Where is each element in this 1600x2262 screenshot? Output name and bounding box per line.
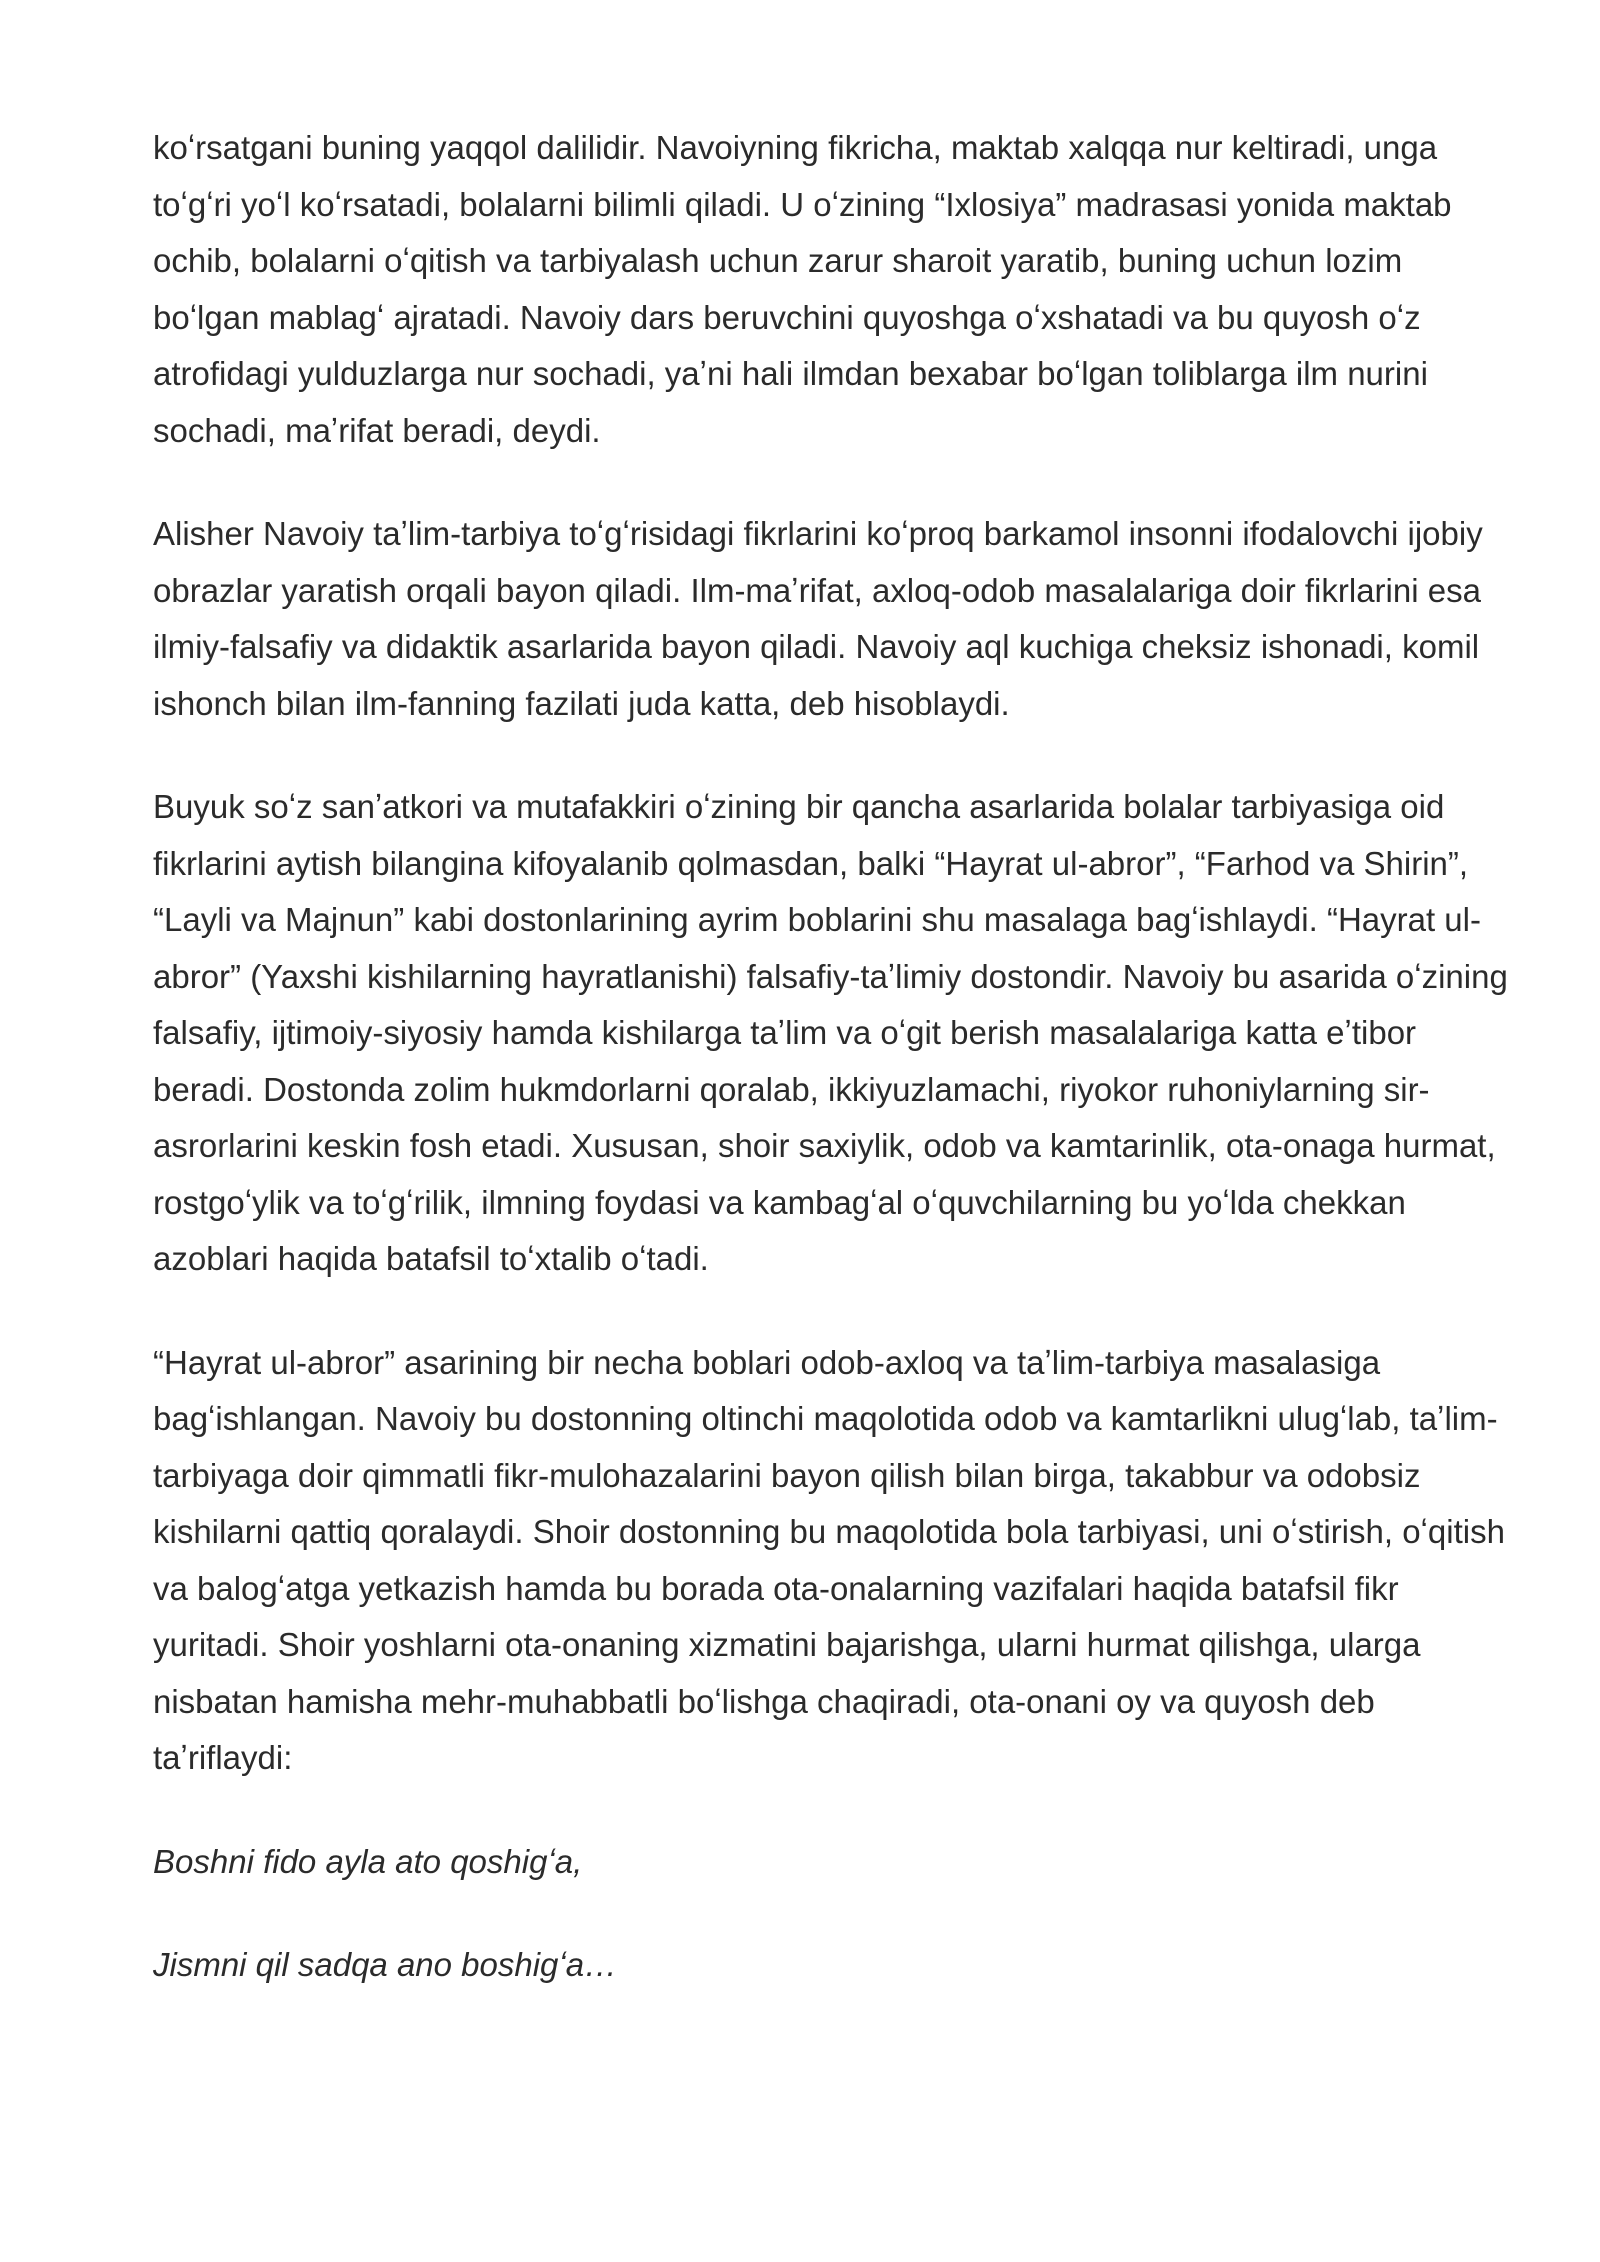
verse-line-1: Boshni fido ayla ato qoshigʻa, (153, 1842, 583, 1880)
verse-line-2: Jismni qil sadqa ano boshigʻa… (153, 1946, 618, 1983)
paragraph-2: Alisher Navoiy taʼlim-tarbiya toʻgʻrisidagi fikrlarini koʻproq barkamol insonni ifodalovchi ijobiy obrazlar yaratish orqali bayon qiladi. Ilm-maʼrifat, axloq-odob masalalariga doir fikrlarini esa ilmiy-falsafiy va didaktik asarlarida bayon qiladi. Navoiy aql kuchiga cheksiz ishonadi, komil ishonch bilan ilm-fanning fazilati juda katta, deb hisoblaydi. (153, 515, 1483, 722)
paragraph-1: koʻrsatgani buning yaqqol dalilidir. Navoiyning fikricha, maktab xalqqa nur keltiradi, unga toʻgʻri yoʻl koʻrsatadi, bolalarni bilimli qiladi. U oʻzining “Ixlosiya” madrasasi yonida maktab ochib, bolalarni oʻqitish va tarbiyalash uchun zarur sharoit yaratib, buning uchun lozim boʻlgan mablagʻ ajratadi. Navoiy dars beruvchini quyoshga oʻxshatadi va bu quyosh oʻz atrofidagi yulduzlarga nur sochadi, yaʼni hali ilmdan bexabar boʻlgan toliblarga ilm nurini sochadi, maʼrifat beradi, deydi. (153, 129, 1452, 449)
document-body (153, 120, 1508, 2041)
paragraph-4: “Hayrat ul-abror” asarining bir necha boblari odob-axloq va taʼlim-tarbiya masalasiga bagʻishlangan. Navoiy bu dostonning oltinchi maqolotida odob va kamtarlikni ulugʻlab, taʼlim-tarbiyaga doir qimmatli fikr-mulohazalarini bayon qilish bilan birga, takabbur va odobsiz kishilarni qattiq qoralaydi. Shoir dostonning bu maqolotida bola tarbiyasi, uni oʻstirish, oʻqitish va balogʻatga yetkazish hamda bu borada ota-onalarning vazifalari haqida batafsil fikr yuritadi. Shoir yoshlarni ota-onaning xizmatini bajarishga, ularni hurmat qilishga, ularga nisbatan hamisha mehr-muhabbatli boʻlishga chaqiradi, ota-onani oy va quyosh deb taʼriflaydi: (153, 1343, 1505, 1776)
paragraph-3: Buyuk soʻz sanʼatkori va mutafakkiri oʻzining bir qancha asarlarida bolalar tarbiyasiga oid fikrlarini aytish bilangina kifoyalanib qolmasdan, balki “Hayrat ul-abror”, “Farhod va Shirin”, “Layli va Majnun” kabi dostonlarining ayrim boblarini shu masalaga bagʻishlaydi. “Hayrat ul-abror” (Yaxshi kishilarning hayratlanishi) falsafiy-taʼlimiy dostondir. Navoiy bu asarida oʻzining falsafiy, ijtimoiy-siyosiy hamda kishilarga taʼlim va oʻgit berish masalalariga katta eʼtibor beradi. Dostonda zolim hukmdorlarni qoralab, ikkiyuzlamachi, riyokor ruhoniylarning sir-asrorlarini keskin fosh etadi. Xususan, shoir saxiylik, odob va kamtarinlik, ota-onaga hurmat, rostgoʻylik va toʻgʻrilik, ilmning foydasi va kambagʻal oʻquvchilarning bu yoʻlda chekkan azoblari haqida batafsil toʻxtalib oʻtadi. (153, 788, 1508, 1277)
